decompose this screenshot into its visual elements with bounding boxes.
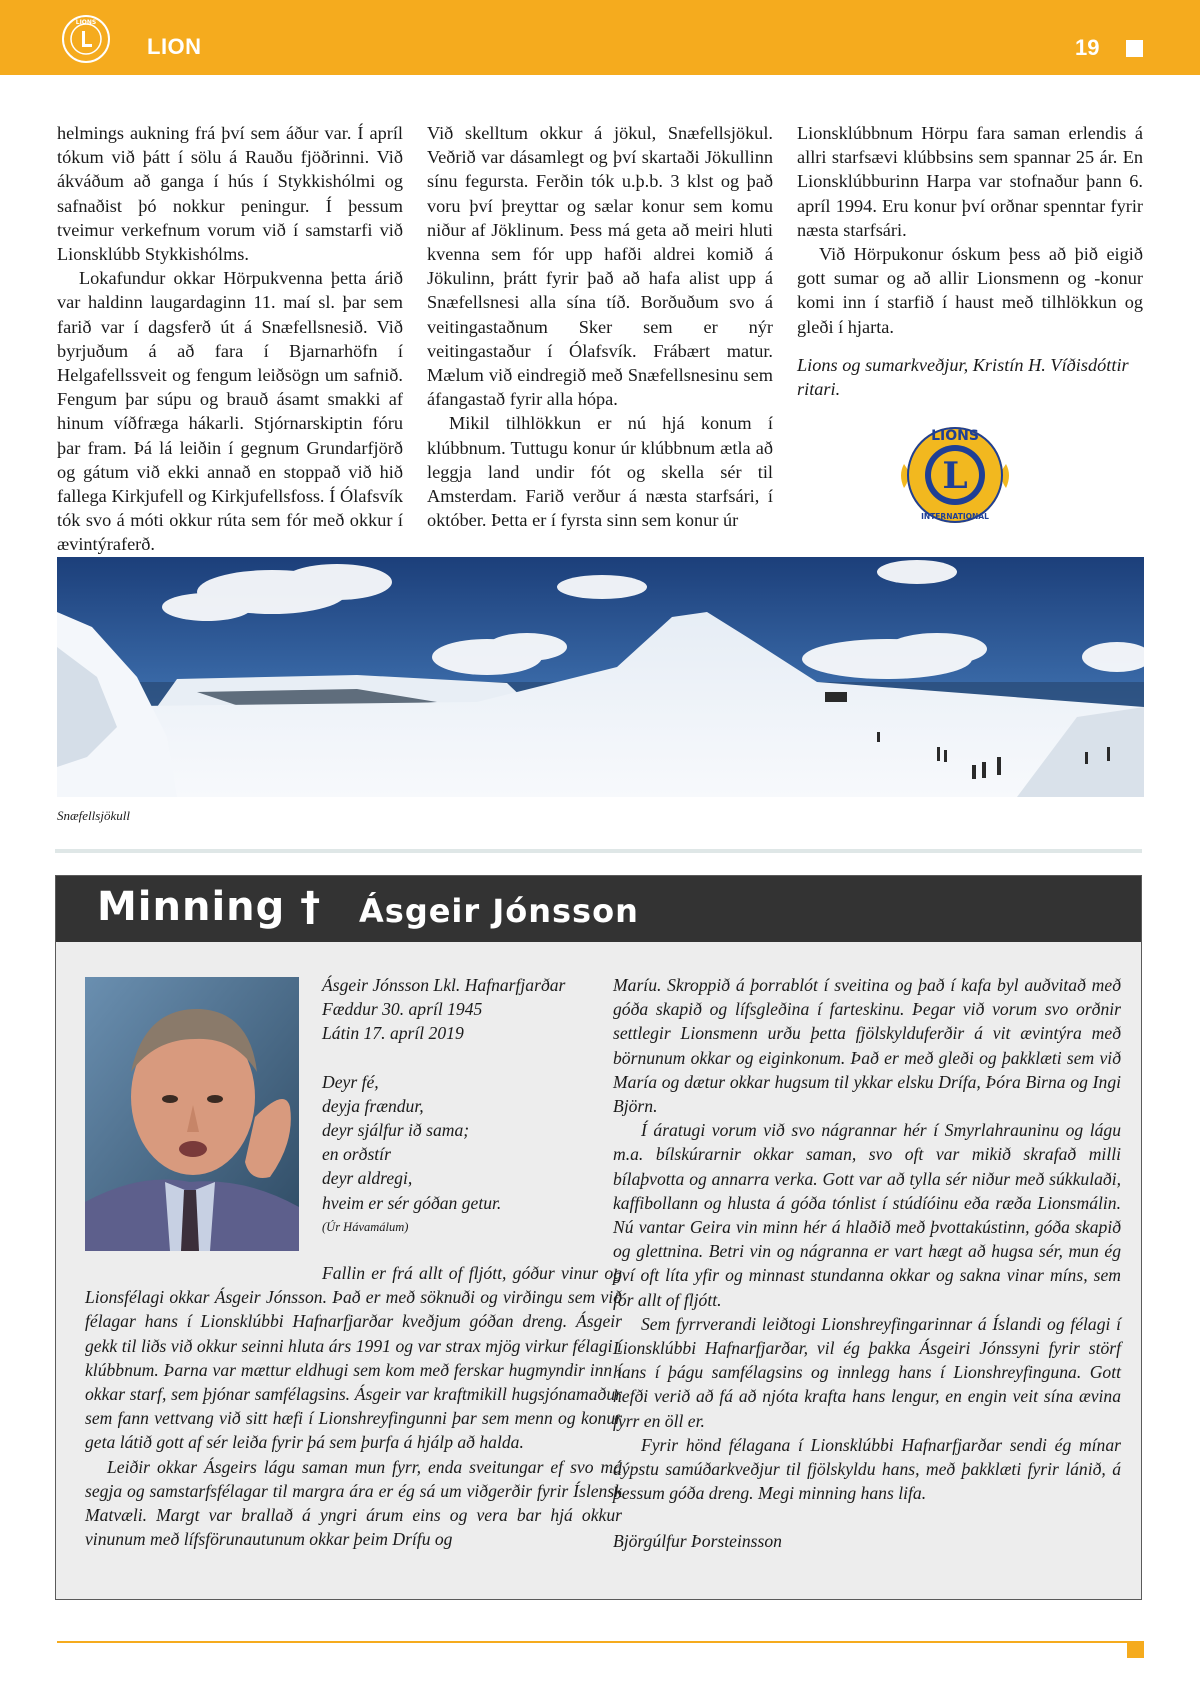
poem-line: deyr aldregi, bbox=[322, 1168, 413, 1189]
footer-square bbox=[1127, 1641, 1144, 1658]
memorial-right-text bbox=[613, 973, 1121, 1554]
page-header bbox=[0, 0, 1200, 75]
article-paragraph: Mikil tilhlökkun er nú hjá konum í klúbbnum. Tuttugu konur úr klúbbnum ætla að leggja land undir fót og skella sér til Amsterdam. Farið verður á næsta starfsári, í október. Þetta er í fyrsta sinn sem konur úr bbox=[427, 413, 773, 531]
memorial-intro-line: Látin 17. apríl 2019 bbox=[322, 1023, 464, 1044]
portrait-photo bbox=[85, 977, 299, 1251]
lions-logo-top-text: LIONS bbox=[931, 428, 979, 444]
article-paragraph: helmings aukning frá því sem áður var. Í apríl tókum við þátt í sölu á Rauðu fjöðrinni. Við ákváðum að ganga í hús í Stykkishólmi og safnaðist þó nokkur peningur. Í þessum tveimur verkefnum vorum við í samstarfi við Lionsklúbb Stykkishólms. bbox=[57, 123, 403, 265]
memorial-box bbox=[55, 875, 1142, 1600]
lions-header-logo bbox=[61, 14, 111, 64]
memorial-paragraph: Sem fyrrverandi leiðtogi Lionshreyfingarinnar á Íslandi og félagi í Lionsklúbbi Hafnarfjarðar, vil ég þakka Ásgeiri Jónssyni fyrir störf hans í þágu samfélagsins og innlegg hans í Lionshreyfinguna. Gott hefði verið að fá að njóta krafta hans lengur, en engin veit sína ævina fyrr en öll er. bbox=[613, 1313, 1121, 1431]
header-square bbox=[1126, 40, 1143, 57]
article-paragraph: Við Hörpukonur óskum þess að þið eigið gott sumar og að allir Lionsmenn og -konur komi inn í starfið í haust með tilhlökkun og gleði í hjarta. bbox=[797, 244, 1143, 337]
poem-line: hveim er sér góðan getur. bbox=[322, 1192, 502, 1213]
article-column-2 bbox=[427, 121, 773, 532]
memorial-name: Ásgeir Jónsson bbox=[359, 892, 639, 930]
memorial-paragraph: Fyrir hönd félagana í Lionsklúbbi Hafnarfjarðar sendi ég mínar dýpstu samúðarkveðjur til fjölskyldu hans, með þakklæti fyrir lánið, á þessum góða dreng. Megi minning hans lifa. bbox=[613, 1434, 1121, 1504]
lions-international-logo bbox=[898, 418, 1012, 532]
footer-line bbox=[57, 1641, 1144, 1643]
article-column-1 bbox=[57, 121, 403, 557]
memorial-intro-line: Fæddur 30. apríl 1945 bbox=[322, 999, 483, 1020]
memorial-poem bbox=[322, 1070, 622, 1239]
poem-line: deyr sjálfur ið sama; bbox=[322, 1120, 470, 1141]
memorial-paragraph: Leiðir okkar Ásgeirs lágu saman mun fyrr, enda sveitungar ef svo má segja og samstarfsfélagar til margra ára er ég sá um viðgerðir fyrir Íslensk Matvæli. Margt var brallað á yngri árum eins og vera bar hjá okkur vinunum með lífsförunautunum okkar þeim Drífu og bbox=[85, 1456, 622, 1550]
snaefellsjokull-panorama-photo bbox=[57, 557, 1144, 797]
memorial-header bbox=[56, 876, 1141, 942]
header-logo-text: LIONS bbox=[75, 19, 97, 26]
memorial-left-text bbox=[85, 1261, 622, 1551]
photo-caption: Snæfellsjökull bbox=[57, 808, 130, 823]
poem-line: en orðstír bbox=[322, 1144, 391, 1165]
memorial-heading: Minning † bbox=[97, 884, 322, 930]
article-paragraph: Við skelltum okkur á jökul, Snæfellsjökul. Veðrið var dásamlegt og því skartaði Jökullinn sínu fegursta. Ferðin tók u.þ.b. 3 klst og það voru því þreyttar og sælar konur sem komu niður af Jöklinum. Þess má geta að meiri hluti kvenna sem fór upp hafði aldrei komið á Jökulinn, þrátt fyrir það að hafa alist upp á Snæfellsnesi alla sína tíð. Borðuðum svo á veitingastaðnum Sker sem er nýr veitingastaður í Ólafsvík. Frábært matur. Mælum við eindregið með Snæfellsnesinu sem áfangastað fyrir alla hópa. bbox=[427, 123, 773, 410]
poem-source: (Úr Hávamálum) bbox=[322, 1219, 409, 1234]
memorial-paragraph: Í áratugi vorum við svo nágrannar hér í Smyrlahrauninu og lágu m.a. bílskúrarnir okkar saman, svo oft var mikið skrafað milli bílaþvotta og annarra verka. Gott var að tylla sér niður með súkkulaði, kaffibollann og hlusta á góða tónlist í stúdíóinu eða ræða Lionsmálin. Nú vantar Geira vin minn hér á hlaðið með þvottakústinn, góða skapið og glettnina. Betri vin og nágranna er vart hægt að hugsa sér, mun ég því oft líta yfir og minnast stundanna okkar og sakna vinar míns, sem fór allt of fljótt. bbox=[613, 1120, 1121, 1310]
poem-line: Deyr fé, bbox=[322, 1071, 379, 1092]
lions-logo-letter: L bbox=[942, 455, 968, 497]
article-signature: Lions og sumarkveðjur, Kristín H. Víðisdóttir ritari. bbox=[797, 354, 1129, 400]
magazine-title: LION bbox=[147, 34, 202, 59]
article-paragraph: Lionsklúbbnum Hörpu fara saman erlendis á allri starfsævi klúbbsins sem spannar 25 ár. En Lionsklúbburinn Harpa var stofnaður þann 6. apríl 1994. Eru konur því orðnar spenntar fyrir næsta starfsári. bbox=[797, 123, 1143, 240]
memorial-paragraph: Maríu. Skroppið á þorrablót í sveitina og það í kafa byl auðvitað með góða skapið og lífsgleðina í farteskinu. Þegar við vorum svo orðnir settlegir Lionsmenn urðu þetta fjölskylduferðir á vit ævintýra með börnunum okkar og eiginkonum. Það er með gleði og þakklæti sem við María og dætur okkar hugsum til ykkar elsku Drífa, Þóra Birna og Ingi Björn. bbox=[613, 975, 1121, 1117]
memorial-paragraph: Fallin er frá allt of fljótt, góður vinur og Lionsfélagi okkar Ásgeir Jónsson. Það er með söknuði og virðingu sem við félagar hans í Lionsklúbbi Hafnarfjarðar kveðjum góðan dreng. Ásgeir gekk til liðs við okkur seinni hluta árs 1991 og var strax mjög virkur félagi í klúbbnum. Þarna var mættur eldhugi sem kom með ferskar hugmyndir inn í okkar starf, sem þjónar samfélagsins. Ásgeir var kraftmikill hugsjónamaður sem fann vettvang við sitt hæfi í Lionshreyfingunni þar sem menn og konur geta látið gott af sér leiða fyrir þá sem þurfa á hjálp að halda. bbox=[85, 1263, 622, 1453]
section-divider bbox=[55, 849, 1142, 853]
memorial-intro-block bbox=[322, 973, 622, 1239]
page-number: 19 bbox=[1075, 35, 1100, 60]
article-column-3 bbox=[797, 121, 1143, 401]
memorial-intro-line: Ásgeir Jónsson Lkl. Hafnarfjarðar bbox=[322, 975, 566, 995]
memorial-signature: Björgúlfur Þorsteinsson bbox=[613, 1531, 782, 1552]
article-paragraph: Lokafundur okkar Hörpukvenna þetta árið var haldinn laugardaginn 11. maí sl. þar sem farið var í dagsferð út á Snæfellsnesið. Við byrjuðum á að fara í Bjarnarhöfn í Helgafellssveit og fengum leiðsögn um safnið. Fengum þar súpu og brauð ásamt smakki af hinum víðfræga hákarli. Stjórnarskiptin fóru þar fram. Þá lá leiðin í gegnum Grundarfjörð og gátum við ekki annað en stoppað við hið fallega Kirkjufell og Kirkjufellsfoss. Í Ólafsvík tók svo á móti okkur rúta sem fór með okkur í ævintýraferð. bbox=[57, 268, 403, 555]
lions-logo-bottom-text: INTERNATIONAL bbox=[921, 512, 989, 521]
poem-line: deyja frændur, bbox=[322, 1095, 424, 1116]
